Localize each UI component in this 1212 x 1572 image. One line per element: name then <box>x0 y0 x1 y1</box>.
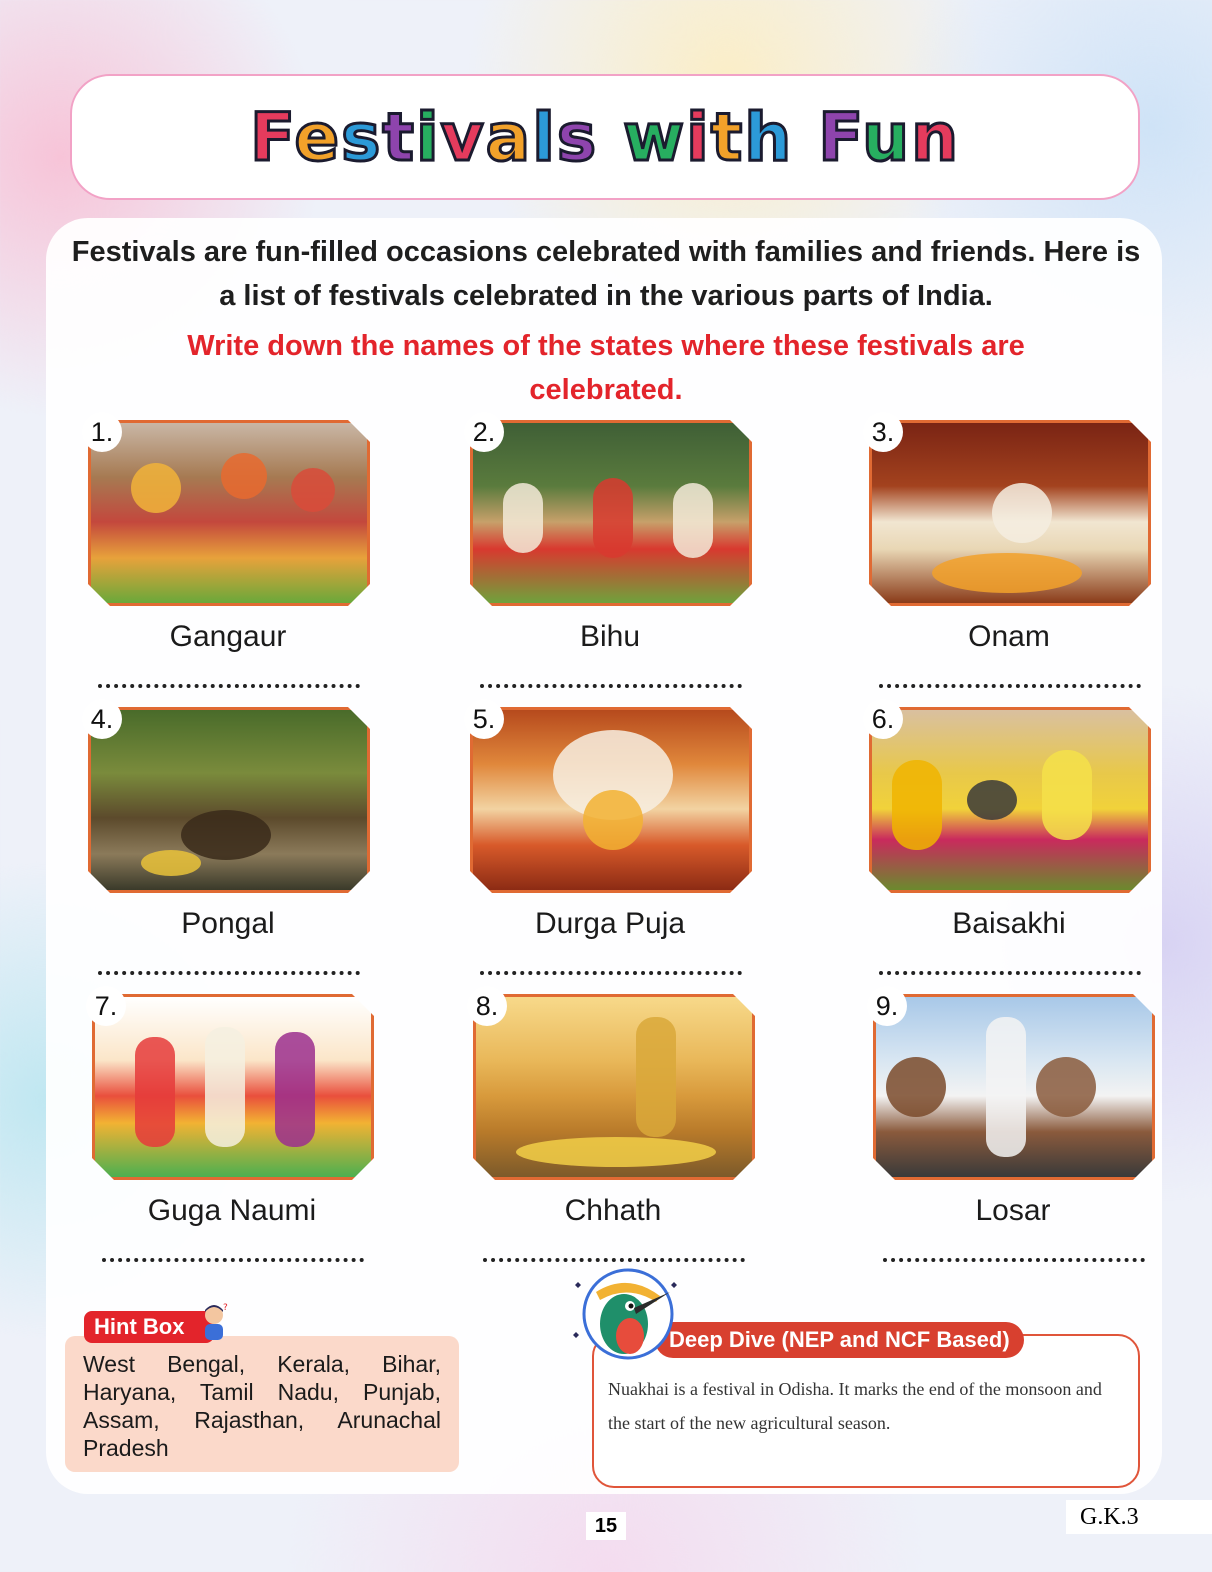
deep-dive-text: Nuakhai is a festival in Odisha. It marks the end of the monsoon and the start of the new agricultural season. <box>608 1379 1102 1433</box>
festival-card-6 <box>869 703 1149 975</box>
festival-photo <box>92 994 374 1180</box>
answer-line[interactable] <box>879 971 1141 975</box>
festival-card-1 <box>88 416 368 688</box>
book-code: G.K.3 <box>1066 1500 1212 1534</box>
item-number: 5. <box>464 699 504 739</box>
festival-name: Onam <box>968 620 1050 653</box>
festival-name: Bihu <box>579 620 641 653</box>
item-number: 1. <box>82 412 122 452</box>
festival-photo <box>88 420 370 606</box>
answer-line[interactable] <box>98 971 360 975</box>
answer-line[interactable] <box>480 971 742 975</box>
instruction-text: Write down the names of the states where these festivals are celebrated. <box>187 330 1025 406</box>
answer-line[interactable] <box>102 1258 364 1262</box>
festival-card-4 <box>88 703 368 975</box>
festival-photo <box>88 707 370 893</box>
festival-photo <box>873 994 1155 1180</box>
festival-name: Guga Naumi <box>147 1194 317 1227</box>
festival-name: Baisakhi <box>952 907 1066 940</box>
hint-box-label: Hint Box <box>84 1311 214 1343</box>
item-number: 8. <box>467 986 507 1026</box>
hint-box-text: West Bengal, Kerala, Bihar, Haryana, Tamil Nadu, Punjab, Assam, Rajasthan, Arunachal Pradesh <box>65 1336 459 1472</box>
festival-photo <box>470 707 752 893</box>
answer-line[interactable] <box>480 684 742 688</box>
page-title: Festivals with Fun <box>249 98 961 176</box>
festival-photo <box>869 420 1151 606</box>
festival-photo <box>869 707 1151 893</box>
festival-card-8 <box>473 990 753 1262</box>
item-number: 7. <box>86 986 126 1026</box>
item-number: 3. <box>863 412 903 452</box>
festival-photo <box>470 420 752 606</box>
item-number: 4. <box>82 699 122 739</box>
deep-dive-label: Deep Dive (NEP and NCF Based) <box>655 1322 1024 1358</box>
answer-line[interactable] <box>98 684 360 688</box>
intro-text: Festivals are fun-filled occasions celebrated with families and friends. Here is a list of festivals celebrated in the various parts of India. <box>71 236 1141 312</box>
kingfisher-bird-icon <box>566 1262 684 1380</box>
item-number: 9. <box>867 986 907 1026</box>
festival-name: Losar <box>975 1194 1051 1227</box>
page-number: 15 <box>586 1512 626 1540</box>
festival-card-2 <box>470 416 750 688</box>
festival-name: Chhath <box>564 1194 662 1227</box>
festival-photo <box>473 994 755 1180</box>
item-number: 2. <box>464 412 504 452</box>
answer-line[interactable] <box>879 684 1141 688</box>
answer-line[interactable] <box>883 1258 1145 1262</box>
svg-text:?: ? <box>223 1303 228 1313</box>
festival-name: Durga Puja <box>534 907 686 940</box>
festival-card-3 <box>869 416 1149 688</box>
festival-card-5 <box>470 703 750 975</box>
festival-name: Gangaur <box>169 620 287 653</box>
title-banner <box>70 74 1140 200</box>
festival-card-7 <box>92 990 372 1262</box>
thinking-kid-icon <box>197 1302 231 1342</box>
festival-name: Pongal <box>181 907 275 940</box>
item-number: 6. <box>863 699 903 739</box>
festival-card-9 <box>873 990 1153 1262</box>
